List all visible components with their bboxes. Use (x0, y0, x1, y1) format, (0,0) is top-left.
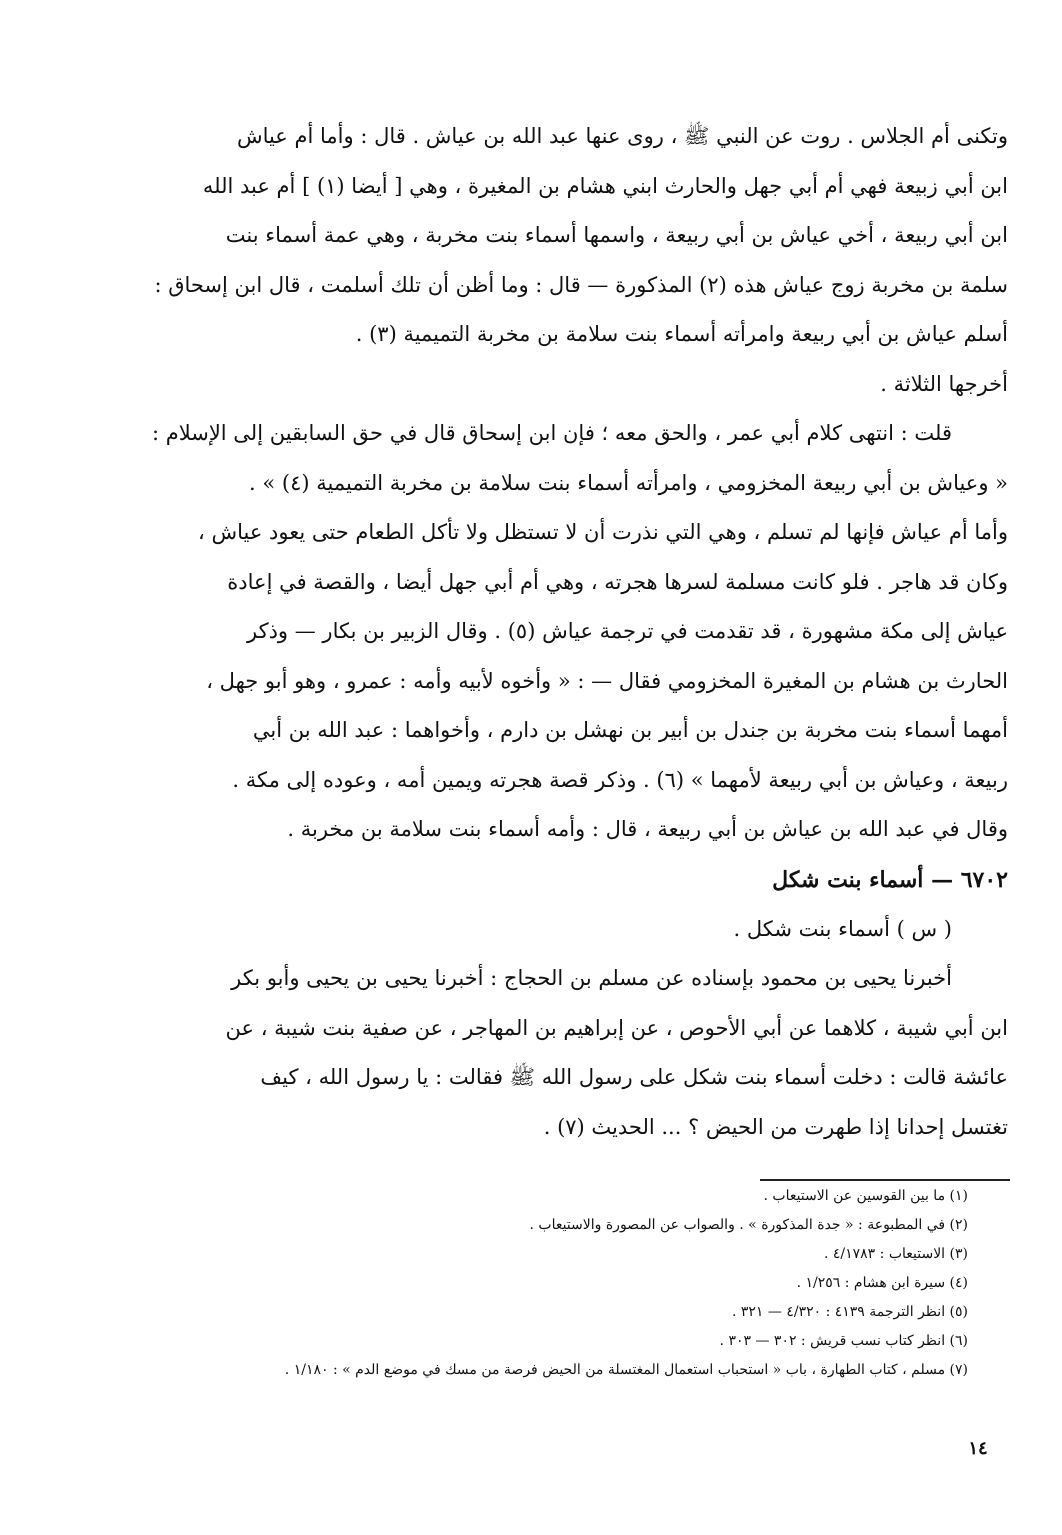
hadith-line: عائشة قالت : دخلت أسماء بنت شكل على رسول الله ﷺ فقالت : يا رسول الله ، كيف (260, 1065, 1008, 1089)
text-line: أسلم عياش بن أبي ربيعة وامرأته أسماء بنت سلامة بن مخربة التميمية (٣) . (355, 322, 1008, 346)
footnote: (٦) انظر كتاب نسب قريش : ٣٠٢ — ٣٠٣ . (719, 1333, 968, 1349)
footnote: (٣) الاستيعاب : ٤/١٧٨٣ . (823, 1246, 968, 1262)
text-line: ابن أبي ربيعة ، أخي عياش بن أبي ربيعة ، واسمها أسماء بنت مخربة ، وهي عمة أسماء بنت (225, 223, 1008, 247)
text-line: ربيعة ، وعياش بن أبي ربيعة لأمهما » (٦) . وذكر قصة هجرته ويمين أمه ، وعوده إلى مكة . (232, 767, 1008, 792)
footnotes (150, 1182, 990, 1385)
text-line: وأما أم عياش فإنها لم تسلم ، وهي التي نذرت أن لا تستظل ولا تأكل الطعام حتى يعود عياش ، (198, 520, 1008, 544)
text-line: أمهما أسماء بنت مخربة بن جندل بن أبير بن نهشل بن دارم ، وأخواهما : عبد الله بن أبي (252, 718, 1008, 742)
text-line: سلمة بن مخربة زوج عياش هذه (٢) المذكورة — قال : وما أظن أن تلك أسلمت ، قال ابن إسحاق : (154, 272, 1008, 297)
footnote: (٢) في المطبوعة : « جدة المذكورة » . والصواب عن المصورة والاستيعاب . (529, 1217, 968, 1233)
entry-heading: ٦٧٠٢ — أسماء بنت شكل (772, 866, 1008, 893)
text-line: وتكنى أم الجلاس . روت عن النبي ﷺ ، روى عنها عبد الله بن عياش . قال : وأما أم عياش (236, 124, 1008, 148)
footnote: (٥) انظر الترجمة ٤١٣٩ : ٤/٣٢٠ — ٣٢١ . (731, 1304, 968, 1320)
entry-code-line: ( س ) أسماء بنت شكل . (733, 916, 952, 941)
hadith-line: أخبرنا يحيى بن محمود بإسناده عن مسلم بن الحجاج : أخبرنا يحيى بن يحيى وأبو بكر (231, 966, 952, 990)
hadith-line: ابن أبي شيبة ، كلاهما عن أبي الأحوص ، عن إبراهيم بن المهاجر ، عن صفية بنت شيبة ، عن (225, 1015, 1008, 1040)
text-line: قلت : انتهى كلام أبي عمر ، والحق معه ؛ فإن ابن إسحاق قال في حق السابقين إلى الإسلام : (151, 421, 952, 445)
text-line: أخرجها الثلاثة . (880, 371, 1008, 396)
footnote-divider (760, 1179, 1010, 1181)
footnote: (٤) سيرة ابن هشام : ١/٢٥٦ . (796, 1275, 968, 1291)
text-line: وقال في عبد الله بن عياش بن أبي ربيعة ، قال : وأمه أسماء بنت سلامة بن مخربة . (287, 817, 1008, 841)
hadith-line: تغتسل إحدانا إذا طهرت من الحيض ؟ ... الحديث (٧) . (543, 1114, 1008, 1139)
text-line: وكان قد هاجر . فلو كانت مسلمة لسرها هجرته ، وهي أم أبي جهل أيضا ، والقصة في إعادة (227, 569, 1008, 594)
footnote: (١) ما بين القوسين عن الاستيعاب . (763, 1188, 968, 1204)
text-line: ابن أبي زبيعة فهي أم أبي جهل والحارث ابني هشام بن المغيرة ، وهي [ أيضا (١) ] أم عبد الله (202, 173, 1008, 198)
page-number: ١٤ (968, 1438, 988, 1459)
footnote: (٧) مسلم ، كتاب الطهارة ، باب « استحباب استعمال المغتسلة من الحيض فرصة من مسك في موضع الدم » : ١/١٨٠ . (284, 1362, 968, 1378)
text-line: عياش إلى مكة مشهورة ، قد تقدمت في ترجمة عياش (٥) . وقال الزبير بن بكار — وذكر (247, 619, 1008, 643)
text-line: « وعياش بن أبي ربيعة المخزومي ، وامرأته أسماء بنت سلامة بن مخربة التميمية (٤) » . (249, 470, 1008, 495)
main-text (150, 112, 1008, 1152)
text-line: الحارث بن هشام بن المغيرة المخزومي فقال — : « وأخوه لأبيه وأمه : عمرو ، وهو أبو جهل ، (206, 668, 1008, 693)
